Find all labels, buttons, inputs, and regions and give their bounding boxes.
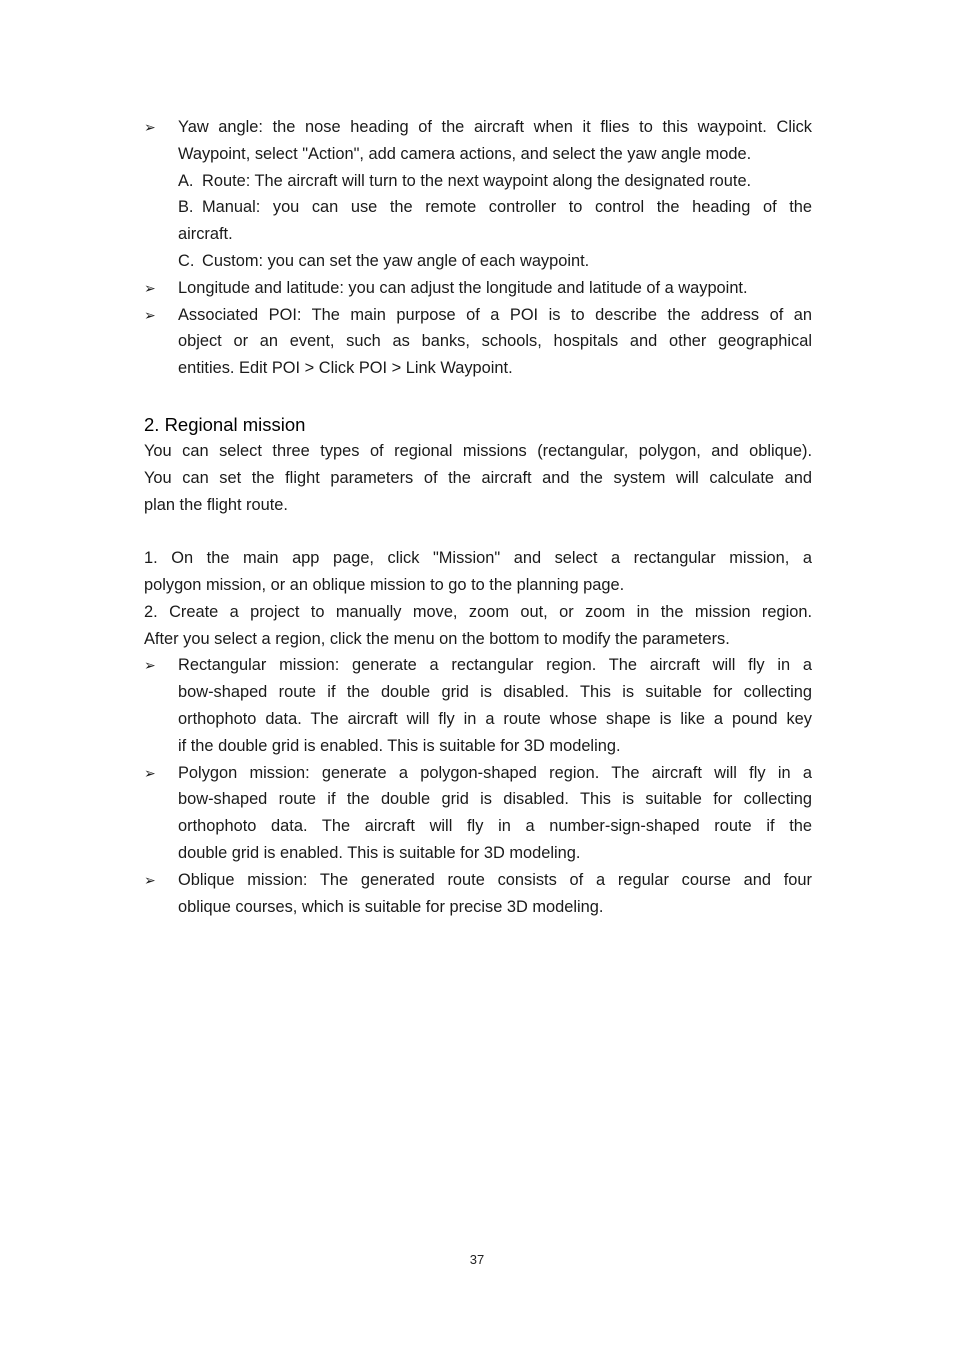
sub-item-custom (178, 248, 812, 275)
text-line: plan the flight route. (144, 495, 288, 514)
sub-item-route (178, 168, 812, 195)
paragraph-gap (144, 518, 812, 545)
text-line: Longitude and latitude: you can adjust the longitude and latitude of a waypoint. (178, 278, 748, 297)
text-line: double grid is enabled. This is suitable for 3D modeling. (178, 843, 581, 862)
text-line: Rectangular mission: generate a rectangular region. The aircraft will fly in a (178, 656, 812, 675)
arrow-bullet-icon: ➢ (144, 871, 156, 888)
text-line: orthophoto data. The aircraft will fly in a number-sign-shaped route if the (178, 817, 812, 836)
bullet-polygon-mission (144, 760, 812, 867)
text-line: Polygon mission: generate a polygon-shaped region. The aircraft will fly in a (178, 763, 812, 782)
intro-paragraph (144, 438, 812, 518)
arrow-bullet-icon: ➢ (144, 657, 156, 674)
arrow-bullet-icon: ➢ (144, 279, 156, 296)
text-line: You can select three types of regional missions (rectangular, polygon, and oblique). (144, 441, 812, 460)
text-line: aircraft. (178, 225, 233, 244)
bullet-yaw-angle (144, 114, 812, 275)
sub-item-text: Manual: you can use the remote controller to control the heading of the (202, 198, 812, 217)
arrow-bullet-icon: ➢ (144, 119, 156, 135)
text-line: polygon mission, or an oblique mission to go to the planning page. (144, 575, 625, 594)
text-line: oblique courses, which is suitable for precise 3D modeling. (178, 897, 604, 916)
text-line: object or an event, such as banks, schools, hospitals and other geographical (178, 332, 812, 351)
sub-item-text: Custom: you can set the yaw angle of each waypoint. (202, 251, 590, 270)
step-2-paragraph (144, 599, 812, 653)
sub-item-text: Route: The aircraft will turn to the next waypoint along the designated route. (202, 171, 752, 190)
sub-item-letter: A. (178, 171, 194, 190)
text-line: You can set the flight parameters of the aircraft and the system will calculate and (144, 468, 812, 487)
text-line: 2. Create a project to manually move, zoom out, or zoom in the mission region. (144, 602, 812, 621)
bullet-longitude-latitude (144, 275, 812, 302)
sub-item-letter: B. (178, 198, 194, 217)
text-line: 1. On the main app page, click "Mission" and select a rectangular mission, a (144, 549, 812, 568)
arrow-bullet-icon: ➢ (144, 306, 156, 323)
bullet-rectangular-mission (144, 652, 812, 759)
text-line: Associated POI: The main purpose of a POI is to describe the address of an (178, 305, 812, 324)
text-line: bow-shaped route if the double grid is disabled. This is suitable for collecting (178, 683, 812, 702)
text-line: Oblique mission: The generated route consists of a regular course and four (178, 870, 812, 889)
step-1-paragraph (144, 545, 812, 599)
bullet-associated-poi (144, 302, 812, 382)
sub-item-letter: C. (178, 251, 195, 270)
text-line: bow-shaped route if the double grid is disabled. This is suitable for collecting (178, 790, 812, 809)
bullet-oblique-mission (144, 867, 812, 921)
text-line: entities. Edit POI > Click POI > Link Waypoint. (178, 359, 513, 378)
page-number: 37 (469, 1252, 485, 1267)
sub-item-manual (178, 194, 812, 221)
text-line: After you select a region, click the menu on the bottom to modify the parameters. (144, 629, 730, 648)
arrow-bullet-icon: ➢ (144, 764, 156, 781)
text-line: Waypoint, select "Action", add camera actions, and select the yaw angle mode. (178, 144, 752, 163)
text-line: orthophoto data. The aircraft will fly in a route whose shape is like a pound key (178, 709, 812, 728)
document-page (144, 114, 812, 920)
section-heading: 2. Regional mission (144, 413, 306, 435)
text-line: if the double grid is enabled. This is suitable for 3D modeling. (178, 736, 621, 755)
mission-bullet-list (144, 652, 812, 920)
waypoint-bullet-list (144, 114, 812, 382)
text-line: Yaw angle: the nose heading of the aircraft when it flies to this waypoint. Click (178, 118, 812, 136)
